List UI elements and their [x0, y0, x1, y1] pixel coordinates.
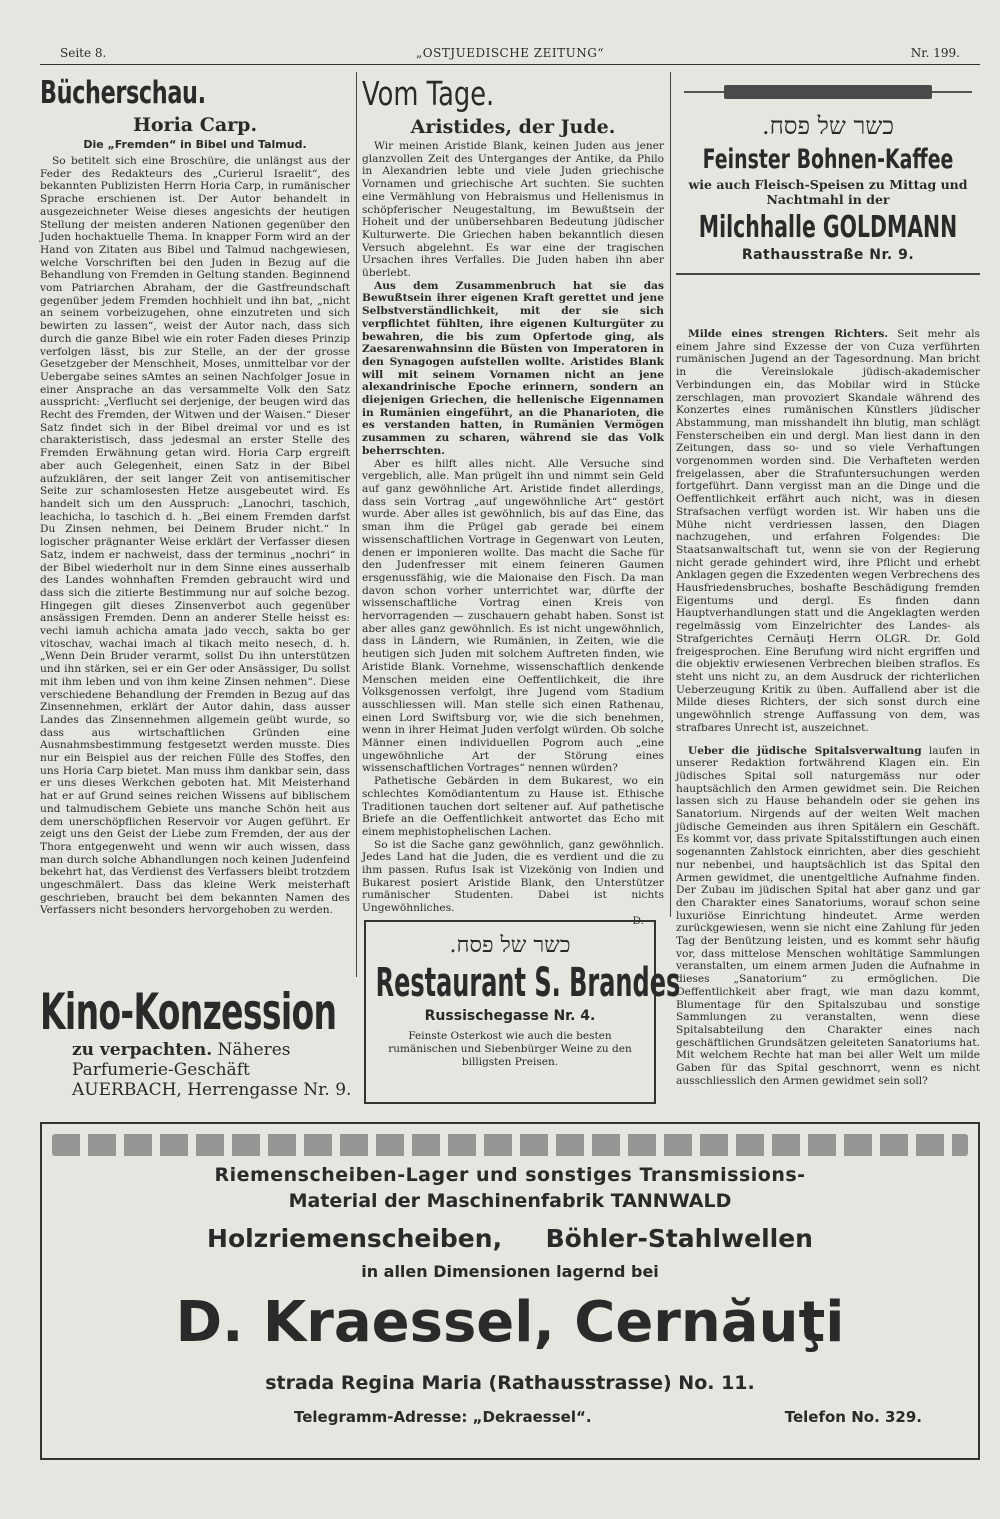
- ad-address: Rathausstraße Nr. 9.: [741, 247, 915, 263]
- column-divider-right: [670, 72, 671, 917]
- ad-business-name: Milchhalle GOLDMANN: [698, 210, 958, 245]
- ad-line: Riemenscheiben-Lager und sonstiges Transmissions-: [214, 1164, 806, 1186]
- ad-address: Russischegasse Nr. 4.: [424, 1008, 596, 1024]
- article-body: [40, 155, 350, 917]
- ad-text: [72, 1040, 358, 1100]
- decorative-border: [52, 1134, 968, 1156]
- brandes-advertisement: [364, 920, 681, 1104]
- ad-phone: Telefon No. 329.: [784, 1408, 922, 1426]
- news-item-lead: Ueber die jüdische Spitalsverwaltung: [688, 744, 922, 757]
- paragraph: Aus dem Zusammenbruch hat sie das Bewußtsein ihrer eigenen Kraft gerettet und jene Selbstverständlichkeit, mit der sie sich verpflichtet fühlten, ihre eigenen Kulturgüter zu bewahren, die bis zum Opfertode ging, als Zaesarenwahnsinn die Büsten von Imperatoren in den Synagogen aufstellen wollte. Aristides Blank will mit seinem Vornamen nicht an jene alexandrinische Epoche erinnern, sondern an diejenigen Griechen, die hellenische Eigennamen in Rumänien eingeführt, an die Phanarioten, die es verstanden hatten, in Rumänien Vermögen zusammen zu scharen, während sie das Volk beherrschten.: [362, 279, 664, 457]
- paragraph: Wir meinen Aristide Blank, keinen Juden aus jener glanzvollen Zeit des Unterganges der Antike, da Philo in Alexandrien lebte und viele Juden griechische Vornamen und griechische Art suchten. Sie suchten eine Vermählung von Hebraismus und Hellenismus in schöpferischer Neugestaltung, im Bewußtsein der Hoheit und der unübersehbaren Bedeutung jüdischer Kulturwerte. Die Griechen haben bekanntlich diesen Versuch abgelehnt. Es war eine der tragischen Ursachen ihres Verfalles. Die Juden haben ihn aber überlebt.: [362, 140, 664, 280]
- ad-company-name: D. Kraessel, Cernăuţi: [175, 1290, 845, 1355]
- goldmann-advertisement: [676, 78, 980, 300]
- paragraph: Pathetische Gebärden in dem Bukarest, wo ein schlechtes Komödiantentum zu Hause ist. Ethische Traditionen tauchen dort seltener auf. Auf pathetische Briefe an die Oeffentlichkeit antwortet das Echo mit einem mephistophelischen Lachen.: [362, 775, 664, 838]
- ad-line: in allen Dimensionen lagernd bei: [361, 1262, 659, 1281]
- kosher-for-passover-label: כשר של פסח.: [449, 933, 571, 958]
- ad-address: strada Regina Maria (Rathausstrasse) No. 11.: [265, 1372, 755, 1394]
- paragraph: Aber es hilft alles nicht. Alle Versuche sind vergeblich, alle. Man prügelt ihn und nimmt sein Geld auf ganz gewöhnliche Art. Aristide findet allerdings, dass sein Vortrag „auf ungewöhnliche Art“ gestört wurde. Aber alles ist gewöhnlich, bis auf das Eine, das sman ihm die Prügel gab gerade bei einem wissenschaftlichen Vortrage in Gegenwart von Leuten, denen er imponieren wollte. Das macht die Sache für den Judenfresser mit einem feineren Gaumen ersgenussfähig, wie die Maionaise den Fisch. Da man davon schon vorher unterrichtet war, dürfte der wissenschaftliche Vortrag einen Kreis von hervorragenden — zuschauern gehabt haben. Sonst ist aber alles ganz gewöhnlich. Es ist nicht ungewöhnlich, dass in Ländern, wie Rumänien, in Zeiten, wie die heutigen sich Juden mit solchem Auftreten finden, wie Aristide Blank. Vornehme, wissenschaftlich denkende Menschen meiden eine Oeffentlichkeit, die ihre Volksgenossen verfolgt, ihre Jugend vom Stadium ausschliessen will. Man stelle sich einen Rathenau, einen Lord Swiftsburg vor, wie die sich benehmen, wenn in ihrer Heimat Juden verfolgt würden. Ob solche Männer einen individuellen Pogrom auch „eine ungewöhnliche Art der Störung eines wissenschaftlichen Vortrages“ nennen würden?: [362, 457, 664, 775]
- paragraph: So betitelt sich eine Broschüre, die unlängst aus der Feder des Redakteurs des „Curierul Israelit“, des bekannten Publizisten Herrn Horia Carp, in rumänischer Sprache erschienen ist. Der Autor behandelt in ausgezeichneter Weise dieses angesichts der heutigen Stellung der meisten anderen Nationen gegenüber den Juden hochaktuelle Thema. In knapper Form wird an der Hand von Zitaten aus Bibel und Talmud nachgewiesen, welche Vorschriften bei den Juden in Bezug auf die Behandlung von Fremden in Geltung standen. Beginnend vom Patriarchen Abraham, der die Gastfreundschaft gegenüber jedem Fremden hochhielt und ihn bat, „nicht an seinem vorbeizugehen, ohne einzutreten und sich bewirten zu lassen“, weist der Autor nach, dass sich durch die ganze Bibel wie ein roter Faden dieses Prinzip verfolgen lässt, bis zur Stelle, an der der grosse Gesetzgeber der Menschheit, Moses, unmittelbar vor der Uebergabe seines sAmtes an seinen Nachfolger Josue in einer Ansprache an das versammelte Volk den Satz ausspricht: „Verflucht sei derjenige, der beugen wird das Recht des Fremden, der Witwen und der Waisen.“ Dieser Satz findet sich in der Bibel dreimal vor und es ist charakteristisch, dass jedesmal an erster Stelle des Fremden Erwähnung getan wird. Horia Carp ergreift aber auch Gelegenheit, einen Satz in der Bibel aufzuklären, der seit langer Zeit von antisemitischer Seite zur schamlosesten Hetze ausgebeutet wird. Es handelt sich um den Ausspruch: „Lanochri, taschich, leachicha, lo taschich d. h. „Bei einem Fremden darfst Du Zinsen nehmen, bei Deinem Bruder nicht.“ In logischer prägnanter Weise erklärt der Verfasser diesen Satz, indem er nachweist, dass der terminus „nochri“ in der Bibel wiederholt nur in dem Sinne eines ausserhalb des Landes wohnhaften Fremden gebraucht wird und dass sich die zitierte Bestimmung nur auf solche bezog. Hingegen gilt dieses Zinsenverbot auch gegenüber ansässigen Fremden. Denn an anderer Stelle heisst es: vechi iamuh achicha amata jado vecch, sakta bo ger vitoschav, wachai imach al tikach meito nesech, d. h. „Wenn Dein Bruder verarmt, sollst Du ihn unterstützen und ihn stärken, sei er ein Ger oder Ansässiger, Du sollst mit ihm leben und von ihm keine Zinsen nehmen“. Diese verschiedene Behandlung der Fremden in Bezug auf das Zinsennehmen, erklärt der Autor dahin, dass ausser Landes das Zinsennehmen allgemein geübt wurde, so dass aus wirtschaftlichen Gründen eine Ausnahmsbestimmung festgesetzt werden musste. Dies nur ein Beispiel aus der reichen Fülle des Stoffes, den uns Horia Carp bietet. Man muss ihm dankbar sein, dass er uns dieses Werkchen geboten hat. Mit Meisterhand hat er auf Grund seines reichen Wissens auf biblischem und talmudischem Gebiete uns manche Schön heit aus dem unerschöpflichen Reservoir vor Augen geführt. Er zeigt uns den Geist der Liebe zum Fremden, der aus der Thora entgegenweht und wenn wir auch wissen, dass man durch solche Abhandlungen noch keinen Judenfeind bekehrt hat, das Verdienst des Verfassers bleibt trotzdem ungeschmälert. Dass das kleine Werk meisterhaft geschrieben, braucht bei dem bekannten Namen des Verfassers nicht besonders hervorgehoben zu werden.: [40, 155, 350, 917]
- section-heading: Bücherschau.: [40, 75, 206, 111]
- newspaper-title: „OSTJUEDISCHE ZEITUNG“: [416, 46, 604, 60]
- ad-headline: Kino-Konzession: [40, 983, 337, 1041]
- article-subtitle: Die „Fremden“ in Bibel und Talmud.: [83, 138, 307, 151]
- kino-advertisement: [40, 984, 358, 1114]
- page-header: [60, 46, 960, 66]
- ad-rule: [676, 273, 980, 275]
- issue-number: Nr. 199.: [910, 46, 960, 60]
- section-heading: Vom Tage.: [362, 74, 495, 113]
- column-divider-left: [356, 72, 357, 977]
- ad-subtext: wie auch Fleisch-Speisen zu Mittag und Nachtmahl in der: [688, 177, 968, 207]
- kosher-for-passover-label: כשר של פסח.: [761, 112, 895, 140]
- vom-tage-column: [362, 74, 664, 927]
- article-title: Horia Carp.: [132, 114, 258, 136]
- book-review-column: [40, 75, 350, 917]
- ad-text: Feinste Osterkost wie auch die besten rumänischen und Siebenbürger Weine zu den billigsten Preisen.: [388, 1030, 632, 1068]
- ad-line: Holzriemenscheiben, Böhler-Stahlwellen: [207, 1224, 813, 1253]
- decorative-banner: [684, 82, 972, 102]
- news-item-text: Seit mehr als einem Jahre sind Exzesse der von Cuza verführten rumänischen Jugend an der Tagesordnung. Man bricht in die Vereinslokale jüdisch-akademischer Verbindungen ein, das Mobilar wird in Stücke zerschlagen, man provoziert Skandale während des Konzertes eines rumänischen Künstlers jüdischer Abstammung, man misshandelt ihn blutig, man schlägt Fensterscheiben ein und dergl. Man liest dann in den Zeitungen, dass so- und so viele Verhaftungen vorgenommen worden sind. Die Verhafteten werden freigelassen, aber die Strafuntersuchungen werden fortgeführt. Dann vergisst man an die Dinge und die Oeffentlichkeit erfährt auch nicht, was in diesen Strafsachen verfügt worden ist. Wir haben uns die Mühe nicht verdriessen lassen, den Diagen nachzugehen, und erfahren Folgendes: Die Staatsanwaltschaft tut, wenn sie von der Regierung nicht gerade gehindert wird, ihre Pflicht und erhebt Anklagen gegen die Exzedenten wegen Verbrechens des Hausfriedensbruches, boshafte Beschädigung fremden Eigentums und dergl. Es finden dann Hauptverhandlungen statt und die Angeklagten werden regelmässig vom Einzelrichter des Landes- als Strafgerichtes Cernăuţi Herrn OLGR. Dr. Gold freigesprochen. Eine Berufung wird nicht ergriffen und die objektiv erwiesenen Verbrechen bleiben straflos. Es steht uns nicht zu, an dem Ausdruck der richterlichen Ueberzeugung Kritik zu üben. Auffallend aber ist die Milde dieses Richters, der sich sonst durch eine ungewöhnlich strenge Auffassung von dem, was strafbares Unrecht ist, auszeichnet.: [676, 328, 980, 734]
- ad-business-name: Restaurant S. Brandes: [375, 960, 681, 1006]
- page-number: Seite 8.: [60, 46, 107, 60]
- ad-lead: zu verpachten.: [72, 1040, 213, 1060]
- header-rule: [40, 64, 980, 65]
- paragraph: So ist die Sache ganz gewöhnlich, ganz gewöhnlich. Jedes Land hat die Juden, die es verdient und die zu ihm passen. Rufus Isak ist Vizekönig von Indien und Bukarest posiert Aristide Blank, den Unterstützer rumänischer Studenten. Dabei ist nichts Ungewöhnliches.: [362, 838, 664, 915]
- news-item: [676, 745, 980, 1088]
- signature: D.: [632, 914, 644, 927]
- ad-body: Näheres Parfumerie-Geschäft AUERBACH, Herrengasse Nr. 9.: [72, 1040, 352, 1100]
- news-item-lead: Milde eines strengen Richters.: [688, 328, 889, 340]
- news-item: [676, 328, 980, 735]
- news-items-column: [676, 328, 980, 1087]
- article-body: [362, 140, 664, 928]
- article-title: Aristides, der Jude.: [410, 116, 616, 138]
- news-item-text: laufen in unserer Redaktion fortwährend Klagen ein. Ein jüdisches Spital soll naturgemäss nur oder hauptsächlich den Armen gewidmet sein. Die Reichen lassen sich zu Hause behandeln oder sie gehen ins Sanatorium. Nirgends auf der weiten Welt machen jüdische Gemeinden aus ihren Spitälern ein Geschäft. Es kommt vor, dass private Spitalsstiftungen auch einen sogenannten Zahlstock einrichten, aber dies geschieht nur nebenbei, und hauptsächlich ist das Spital den Armen gewidmet, die unentgeltliche Aufnahme finden. Der Zubau im jüdischen Spital hat aber ganz und gar den Charakter eines Sanatoriums, worauf schon seine luxuriöse Einrichtung hindeutet. Arme werden zurückgewiesen, wenn sie nicht eine Zahlung für jeden Tag der Benützung leisten, und es kommt sehr häufig vor, dass mittelose Menschen wohltätige Sammlungen veranstalten, um einem armen Juden die Aufnahme in dieses „Sanatorium“ zu ermöglichen. Die Oeffentlichkeit aber fragt, wie man dazu kommt, Blumentage für den Spitalszubau und sonstige Sammlungen zu veranstalten, wenn diese Spitalsabteilung den Charakter eines nach geschäftlichen Grundsätzen geleiteten Sanatoriums hat. Mit welchem Rechte hat man bei aller Welt um milde Gaben für das Spital geschnorrt, wenn es nicht ausschliesslich den Armen gewidmet sein soll?: [676, 744, 980, 1087]
- kraessel-advertisement: [40, 1122, 980, 1460]
- ad-line: Material der Maschinenfabrik TANNWALD: [288, 1190, 732, 1212]
- ad-telegram: Telegramm-Adresse: „Dekraessel“.: [294, 1408, 592, 1426]
- ad-headline: Feinster Bohnen-Kaffee: [702, 144, 954, 175]
